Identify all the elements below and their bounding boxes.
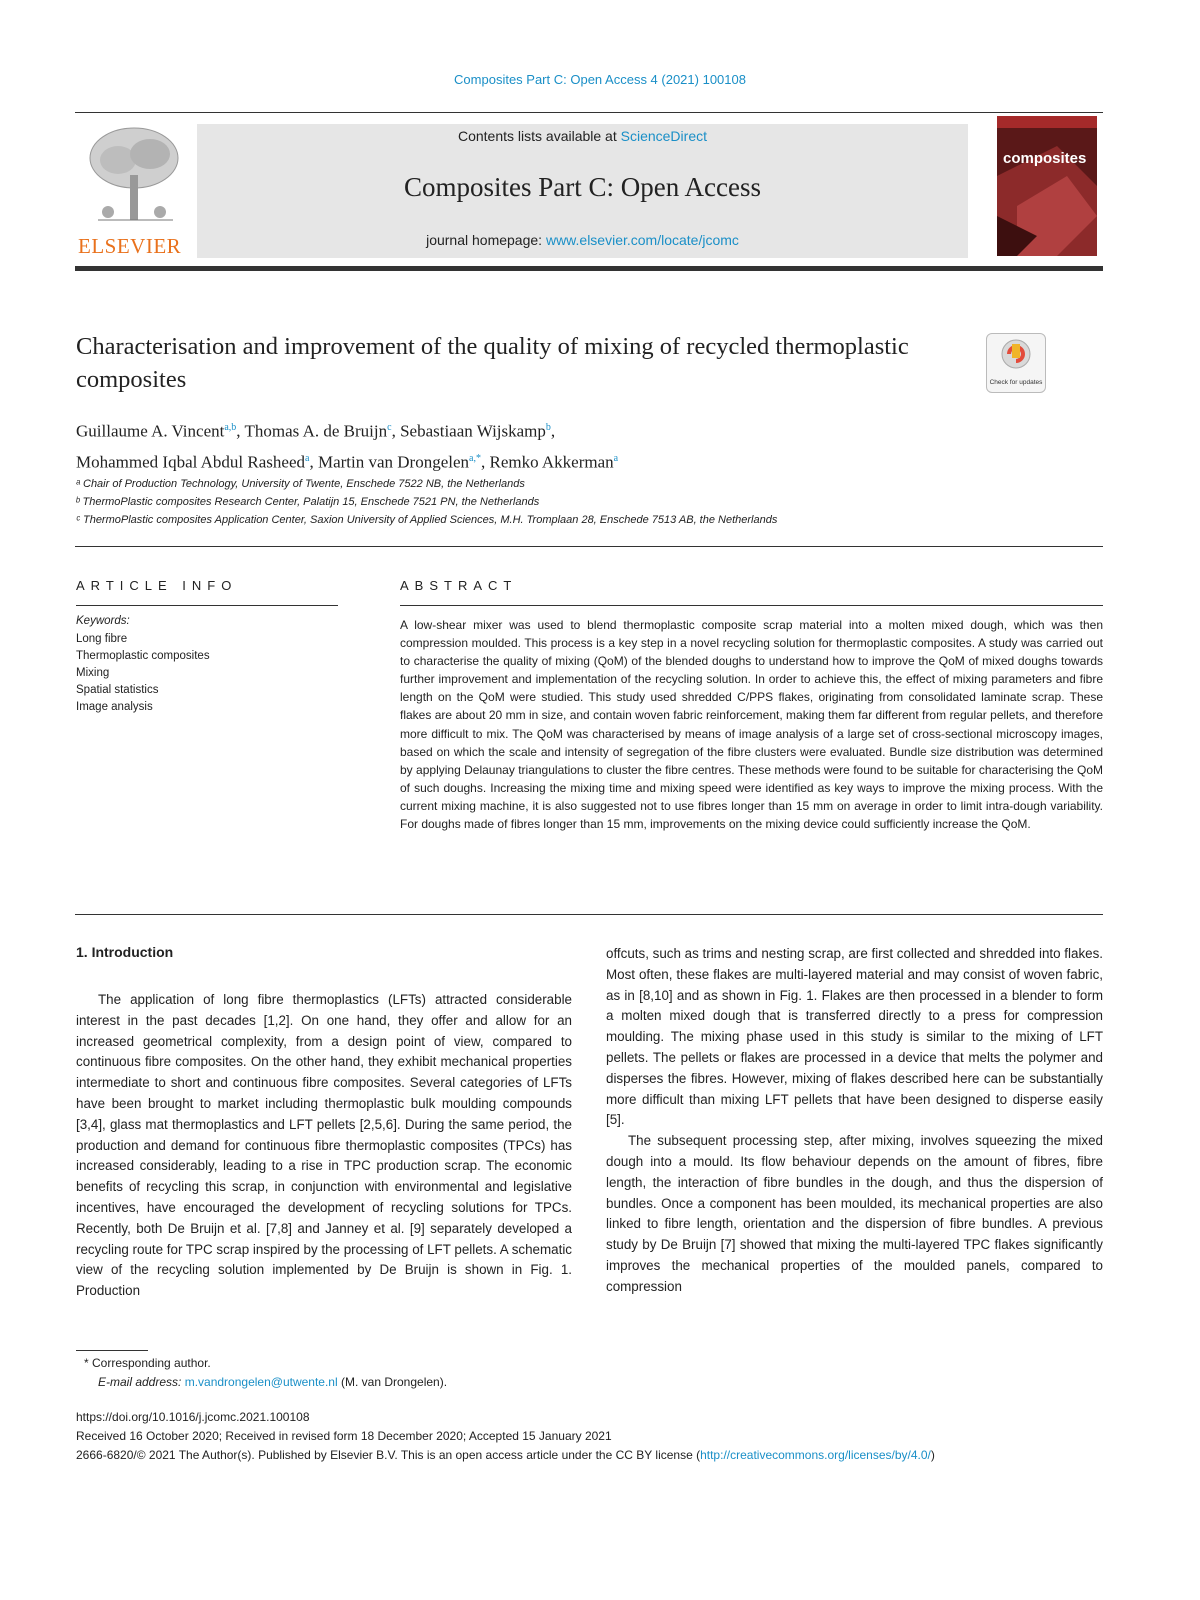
author-separator: , — [480, 452, 490, 472]
license-line — [76, 1448, 1106, 1462]
body-column-right — [606, 944, 1103, 1298]
check-for-updates-badge[interactable] — [986, 333, 1046, 393]
author-affiliation-ref[interactable]: a,* — [469, 452, 481, 464]
author-affiliation-ref[interactable]: a — [305, 452, 310, 464]
abstract-rule — [400, 605, 1103, 606]
elsevier-logo[interactable] — [78, 120, 190, 258]
affiliation-c: ᶜ ThermoPlastic composites Application Center, Saxion University of Applied Sciences, M.H. Tromplaan 28, Enschede 7513 AB, the Netherlands — [76, 514, 778, 526]
author-name[interactable]: Mohammed Iqbal Abdul Rasheed — [76, 452, 305, 472]
received-dates: Received 16 October 2020; Received in revised form 18 December 2020; Accepted 15 January 2021 — [76, 1429, 612, 1443]
author-name[interactable]: Sebastiaan Wijskamp — [400, 421, 546, 441]
license-suffix: ) — [930, 1448, 935, 1462]
keyword-item: Spatial statistics — [76, 684, 159, 696]
homepage-line — [197, 232, 968, 248]
section-heading-introduction: 1. Introduction — [76, 944, 174, 960]
author-separator: , — [550, 421, 556, 441]
author-affiliation-ref[interactable]: b — [545, 422, 551, 433]
body-column-left — [76, 990, 572, 1302]
journal-banner — [197, 124, 968, 258]
paragraph: The application of long fibre thermoplastics (LFTs) attracted considerable interest in the past decades [1,2]. On one hand, they offer and allow for an increased geometrical complexity, from a design point of view, compared to continuous fibre composites. On the other hand, they exhibit mechanical properties intermediate to short and continuous fibre composites. Several categories of LFTs have been brought to market including thermoplastic bulk moulding compounds [3,4], glass mat thermoplastics and LFT pellets [2,5,6]. During the same period, the production and demand for continuous fibre thermoplastic composites (TPCs) has increased considerably, leading to a rise in TPC production scrap. The economic benefits of recycling this scrap, in conjunction with environmental and legislative incentives, have encouraged the development of recycling solutions for TPCs. Recently, both De Bruijn et al. [7,8] and Janney et al. [9] separately developed a recycling route for TPC scrap inspired by the processing of LFT pellets. A schematic view of the recycling solution implemented by De Bruijn is shown in Fig. 1. Production — [76, 992, 572, 1299]
doi-link[interactable]: https://doi.org/10.1016/j.jcomc.2021.100108 — [76, 1410, 310, 1424]
keywords-label: Keywords: — [76, 615, 130, 627]
header-rule-thick — [75, 266, 1103, 271]
journal-name: Composites Part C: Open Access — [404, 172, 761, 202]
elsevier-wordmark: ELSEVIER — [78, 234, 182, 258]
abstract-end-rule — [75, 914, 1103, 915]
author-affiliation-ref[interactable]: a — [613, 452, 619, 464]
abstract-text: A low-shear mixer was used to blend thermoplastic composite scrap material into a molten mixed dough, which was then compression moulded. This process is a key step in a novel recycling solution for thermoplastic composites. A study was carried out to characterise the quality of mixing (QoM) of the blended doughs to understand how to improve the QoM of mixed doughs towards further improvement and implementation of the recycling solution. In order to achieve this, the effect of mixing parameters and fibre length on the QoM were studied. This study used shredded C/PPS flakes, originating from consolidated laminate scrap. These flakes are about 20 mm in size, and contain woven fabric reinforcement, making them far different from regular pellets, and therefore more difficult to mix. The QoM was characterised by means of image analysis of a large set of cross-sectional microscopy images, based on which the scale and intensity of segregation of the fibre clusters were evaluated. Bundle size distribution was determined by applying Delaunay triangulations to cluster the fibre centres. These methods were found to be suitable for characterising the QoM of such doughs. Increasing the mixing time and mixing speed were identified as key ways to improve the mixing process. With the current mixing machine, it is also suggested not to use fibres longer than 15 mm on average in order to limit intra-dough variability. For doughs made of fibres longer than 15 mm, improvements on the mixing device could sufficiently increase the QoM. — [400, 618, 1103, 832]
corresponding-author-note: * Corresponding author. — [84, 1356, 211, 1370]
author-separator: , — [309, 452, 318, 472]
article-info-heading: ARTICLE INFO — [76, 578, 238, 593]
check-updates-icon — [987, 334, 1045, 374]
article-title: Characterisation and improvement of the quality of mixing of recycled thermoplastic composites — [76, 333, 909, 393]
journal-cover[interactable] — [997, 116, 1097, 256]
author-affiliation-ref[interactable]: a,b — [224, 422, 237, 433]
sciencedirect-link[interactable]: ScienceDirect — [620, 128, 707, 144]
keyword-item: Mixing — [76, 667, 110, 679]
author-name[interactable]: Martin van Drongelen — [317, 452, 470, 472]
article-info-rule — [76, 605, 338, 606]
email-label: E-mail address: — [98, 1375, 185, 1389]
author-separator: , — [391, 421, 401, 441]
license-prefix: 2666-6820/© 2021 The Author(s). Published by Elsevier B.V. This is an open access article under the CC BY license ( — [76, 1448, 701, 1462]
homepage-link[interactable]: www.elsevier.com/locate/jcomc — [545, 232, 739, 248]
affiliation-b: ᵇ ThermoPlastic composites Research Center, Palatijn 15, Enschede 7521 PN, the Netherlands — [76, 496, 540, 508]
affiliation-rule — [75, 546, 1103, 547]
contents-line — [197, 128, 968, 144]
email-suffix: (M. van Drongelen). — [337, 1375, 448, 1389]
author-name[interactable]: Thomas A. de Bruijn — [244, 421, 388, 441]
email-line — [98, 1375, 447, 1389]
cover-title: composites — [1003, 150, 1087, 167]
author-affiliation-ref[interactable]: c — [387, 422, 392, 433]
abstract-heading: ABSTRACT — [400, 578, 518, 593]
cover-graphic-icon — [997, 116, 1097, 256]
footnote-rule — [76, 1350, 148, 1351]
keywords-list — [76, 631, 210, 716]
keyword-item: Long fibre — [76, 633, 128, 645]
check-updates-label: Check for updates — [989, 379, 1043, 386]
elsevier-tree-icon — [78, 120, 190, 228]
paragraph: The subsequent processing step, after mixing, involves squeezing the mixed dough into a mould. Its flow behaviour depends on the amount of fibres, fibre length, the interaction of fibre bundles in the dough, and thus the dispersion of bundles. Once a component has been moulded, its mechanical properties are also linked to fibre length, orientation and the dispersion of fibre bundles. A previous study by De Bruijn [7] showed that mixing the multi-layered TPC flakes significantly improves the mechanical properties of the moulded panels, compared to compression — [606, 1133, 1103, 1294]
author-separator: , — [236, 421, 245, 441]
keyword-item: Thermoplastic composites — [76, 650, 210, 662]
author-list — [76, 414, 1076, 475]
keyword-item: Image analysis — [76, 701, 153, 713]
header-rule-top — [75, 112, 1103, 113]
contents-prefix: Contents lists available at — [457, 128, 621, 144]
author-name[interactable]: Remko Akkerman — [489, 452, 614, 472]
author-name[interactable]: Guillaume A. Vincent — [76, 421, 225, 441]
email-link[interactable]: m.vandrongelen@utwente.nl — [184, 1375, 338, 1389]
homepage-prefix: journal homepage: — [426, 232, 546, 248]
license-link[interactable]: http://creativecommons.org/licenses/by/4.0/ — [700, 1448, 931, 1462]
affiliation-a: ᵃ Chair of Production Technology, University of Twente, Enschede 7522 NB, the Netherlands — [76, 478, 525, 490]
journal-citation[interactable]: Composites Part C: Open Access 4 (2021) 100108 — [454, 72, 746, 87]
paragraph: offcuts, such as trims and nesting scrap, are first collected and shredded into flakes. Most often, these flakes are multi-layered material and may consist of woven fabric, as in [8,10] and as shown in Fig. 1. Flakes are then processed in a blender to form a molten mixed dough that is transferred directly to a press for compression moulding. The mixing phase used in this study is similar to the mixing of LFT pellets. The pellets or flakes are processed in a device that melts the polymer and disperses the fibres. However, mixing of flakes described here can be substantially more difficult than mixing LFT pellets that have been designed to disperse easily [5]. — [606, 946, 1103, 1128]
